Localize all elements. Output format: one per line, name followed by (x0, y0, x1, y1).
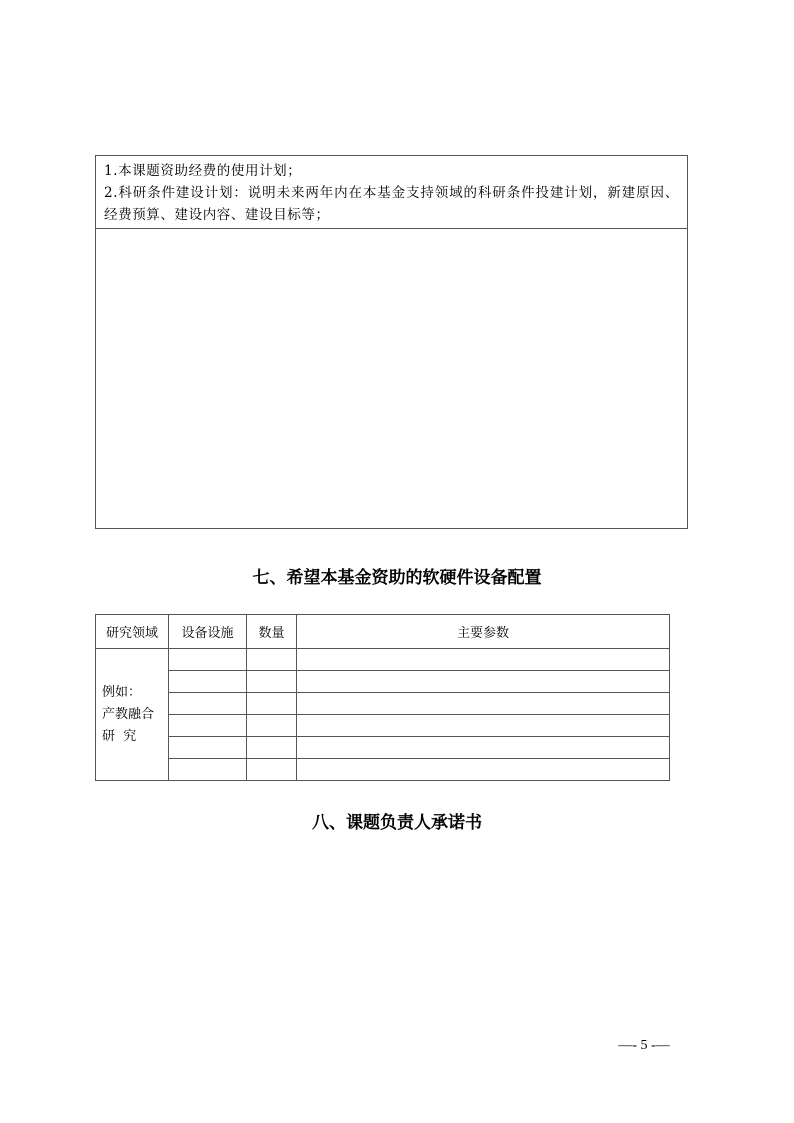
header-equipment: 设备设施 (169, 615, 247, 649)
parameters-cell[interactable] (297, 671, 670, 693)
equipment-cell[interactable] (169, 693, 247, 715)
field-example-line-1: 例如： (102, 684, 142, 700)
header-quantity: 数量 (247, 615, 297, 649)
parameters-cell[interactable] (297, 759, 670, 781)
quantity-cell[interactable] (247, 649, 297, 671)
plan-instruction-line-2: 2.科研条件建设计划：说明未来两年内在本基金支持领域的科研条件投建计划，新建原因、经费预算、建设内容、建设目标等； (104, 185, 679, 223)
section-seven-title: 七、希望本基金资助的软硬件设备配置 (252, 568, 542, 588)
equipment-cell[interactable] (169, 671, 247, 693)
field-example-line-3: 研 究 (102, 728, 137, 744)
quantity-cell[interactable] (247, 759, 297, 781)
table-row (96, 693, 670, 715)
table-row (96, 759, 670, 781)
plan-instructions (96, 156, 687, 229)
parameters-cell[interactable] (297, 715, 670, 737)
research-field-cell[interactable] (96, 649, 169, 781)
table-row (96, 737, 670, 759)
header-research-field: 研究领域 (96, 615, 169, 649)
equipment-cell[interactable] (169, 649, 247, 671)
equipment-cell[interactable] (169, 715, 247, 737)
quantity-cell[interactable] (247, 693, 297, 715)
table-row (96, 649, 670, 671)
plan-input-area[interactable] (96, 229, 687, 529)
equipment-cell[interactable] (169, 737, 247, 759)
quantity-cell[interactable] (247, 715, 297, 737)
equipment-cell[interactable] (169, 759, 247, 781)
parameters-cell[interactable] (297, 693, 670, 715)
section-eight-title: 八、课题负责人承诺书 (312, 813, 482, 833)
header-main-parameters: 主要参数 (297, 615, 670, 649)
table-row (96, 715, 670, 737)
plan-instruction-line-1: 1.本课题资助经费的使用计划； (104, 163, 302, 179)
parameters-cell[interactable] (297, 649, 670, 671)
equipment-table (95, 614, 670, 781)
table-header-row (96, 615, 670, 649)
quantity-cell[interactable] (247, 671, 297, 693)
parameters-cell[interactable] (297, 737, 670, 759)
page-number: —- 5 -— (618, 1038, 670, 1053)
quantity-cell[interactable] (247, 737, 297, 759)
field-example-line-2: 产教融合 (102, 706, 155, 722)
plan-box (95, 155, 688, 529)
table-row (96, 671, 670, 693)
